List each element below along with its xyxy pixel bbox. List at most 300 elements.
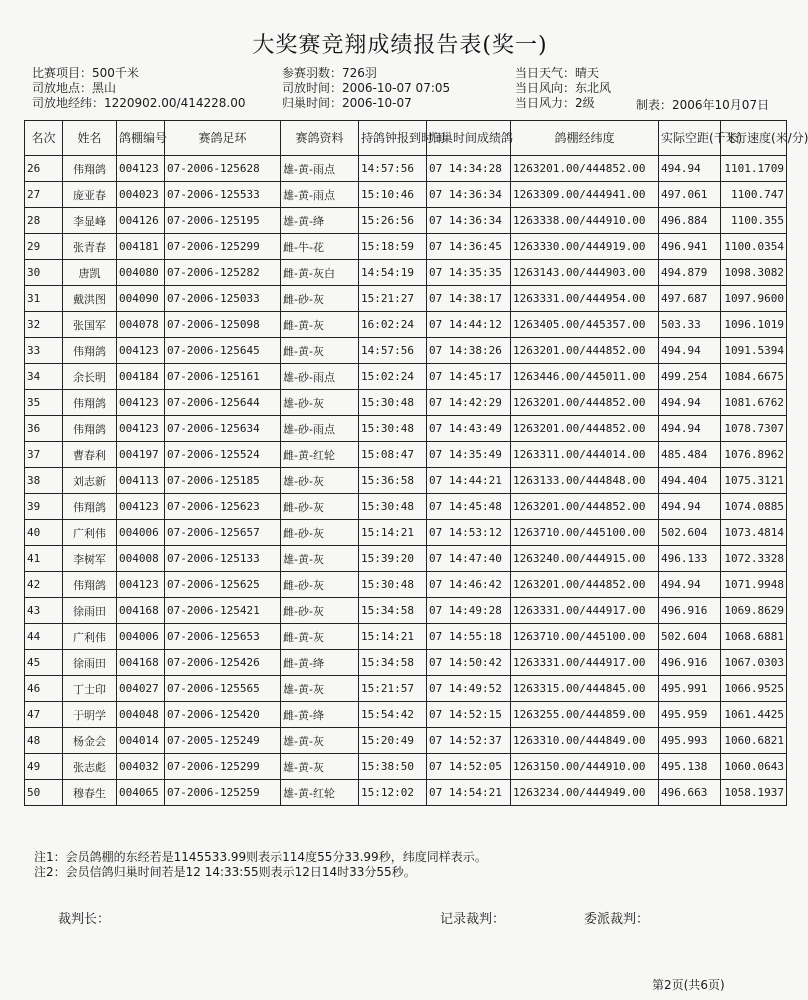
page-number: 第2页(共6页) (652, 978, 725, 992)
dist-cell: 495.138 (659, 754, 721, 780)
coord-cell: 1263446.00/445011.00 (511, 364, 659, 390)
rank-cell: 43 (25, 598, 63, 624)
loft-cell: 004123 (117, 572, 165, 598)
speed-cell: 1078.7307 (721, 416, 787, 442)
dist-cell: 494.94 (659, 156, 721, 182)
table-row (25, 650, 787, 676)
name-cell: 张志彪 (63, 754, 117, 780)
table-row (25, 494, 787, 520)
dist-cell: 502.604 (659, 520, 721, 546)
coord-cell: 1263310.00/444849.00 (511, 728, 659, 754)
speed-cell: 1067.0303 (721, 650, 787, 676)
made-date: 制表：2006年10月07日 (636, 98, 770, 112)
loft-cell: 004123 (117, 338, 165, 364)
coord-cell: 1263234.00/444949.00 (511, 780, 659, 806)
arrive-cell: 07 14:36:34 (427, 182, 511, 208)
wind-direction-label: 当日风向：东北风 (515, 81, 612, 95)
speed-cell: 1071.9948 (721, 572, 787, 598)
info-cell: 雌-砂-灰 (281, 572, 359, 598)
name-cell: 曹春利 (63, 442, 117, 468)
header-info-right (515, 66, 611, 111)
ring-cell: 07-2006-125185 (165, 468, 281, 494)
name-cell: 伟翔鸽 (63, 156, 117, 182)
count-label: 参赛羽数：726羽 (282, 66, 377, 80)
col-loft-header: 鸽棚编号 (117, 121, 165, 156)
table-row (25, 442, 787, 468)
info-cell: 雄-黄-灰 (281, 676, 359, 702)
name-cell: 余长明 (63, 364, 117, 390)
loft-cell: 004168 (117, 650, 165, 676)
clock-cell: 15:30:48 (359, 494, 427, 520)
coord-cell: 1263201.00/444852.00 (511, 416, 659, 442)
clock-cell: 14:57:56 (359, 338, 427, 364)
info-cell: 雌-砂-灰 (281, 520, 359, 546)
clock-cell: 15:30:48 (359, 572, 427, 598)
clock-cell: 15:21:57 (359, 676, 427, 702)
coord-cell: 1263405.00/445357.00 (511, 312, 659, 338)
arrive-cell: 07 14:54:21 (427, 780, 511, 806)
clock-cell: 15:10:46 (359, 182, 427, 208)
clock-cell: 15:18:59 (359, 234, 427, 260)
info-cell: 雌-牛-花 (281, 234, 359, 260)
table-row (25, 390, 787, 416)
clock-cell: 15:26:56 (359, 208, 427, 234)
dist-cell: 494.94 (659, 338, 721, 364)
speed-cell: 1066.9525 (721, 676, 787, 702)
arrive-cell: 07 14:34:28 (427, 156, 511, 182)
clock-cell: 14:54:19 (359, 260, 427, 286)
coord-cell: 1263150.00/444910.00 (511, 754, 659, 780)
arrive-cell: 07 14:53:12 (427, 520, 511, 546)
rank-cell: 48 (25, 728, 63, 754)
rank-cell: 29 (25, 234, 63, 260)
clock-cell: 16:02:24 (359, 312, 427, 338)
loft-cell: 004181 (117, 234, 165, 260)
info-cell: 雄-黄-灰 (281, 728, 359, 754)
loft-cell: 004027 (117, 676, 165, 702)
results-table (24, 120, 808, 806)
rank-cell: 31 (25, 286, 63, 312)
speed-cell: 1100.0354 (721, 234, 787, 260)
dist-cell: 503.33 (659, 312, 721, 338)
loft-cell: 004080 (117, 260, 165, 286)
col-name-header: 姓名 (63, 121, 117, 156)
ring-cell: 07-2006-125644 (165, 390, 281, 416)
table-row (25, 702, 787, 728)
dist-cell: 494.94 (659, 494, 721, 520)
loft-cell: 004126 (117, 208, 165, 234)
name-cell: 徐雨田 (63, 598, 117, 624)
dist-cell: 497.061 (659, 182, 721, 208)
table-body (25, 156, 787, 806)
arrive-cell: 07 14:46:42 (427, 572, 511, 598)
loft-cell: 004008 (117, 546, 165, 572)
rank-cell: 41 (25, 546, 63, 572)
ring-cell: 07-2006-125645 (165, 338, 281, 364)
table-row (25, 546, 787, 572)
dist-cell: 496.941 (659, 234, 721, 260)
name-cell: 伟翔鸽 (63, 390, 117, 416)
info-cell: 雄-黄-灰 (281, 546, 359, 572)
notes (34, 850, 487, 880)
name-cell: 穆春生 (63, 780, 117, 806)
arrive-cell: 07 14:55:18 (427, 624, 511, 650)
coord-cell: 1263240.00/444915.00 (511, 546, 659, 572)
table-row (25, 676, 787, 702)
table-row (25, 598, 787, 624)
dist-cell: 495.959 (659, 702, 721, 728)
coord-cell: 1263201.00/444852.00 (511, 338, 659, 364)
coord-cell: 1263315.00/444845.00 (511, 676, 659, 702)
table-row (25, 364, 787, 390)
table-row (25, 780, 787, 806)
ring-cell: 07-2006-125565 (165, 676, 281, 702)
speed-cell: 1072.3328 (721, 546, 787, 572)
coord-cell: 1263201.00/444852.00 (511, 390, 659, 416)
speed-cell: 1073.4814 (721, 520, 787, 546)
name-cell: 于明学 (63, 702, 117, 728)
speed-cell: 1091.5394 (721, 338, 787, 364)
coord-cell: 1263201.00/444852.00 (511, 156, 659, 182)
place-label: 司放地点：黑山 (32, 81, 117, 95)
rank-cell: 35 (25, 390, 63, 416)
coord-cell: 1263331.00/444917.00 (511, 650, 659, 676)
info-cell: 雄-黄-绛 (281, 208, 359, 234)
table-row (25, 260, 787, 286)
clock-cell: 15:36:58 (359, 468, 427, 494)
name-cell: 李树军 (63, 546, 117, 572)
info-cell: 雌-黄-灰 (281, 312, 359, 338)
col-info-header: 赛鸽资料 (281, 121, 359, 156)
rank-cell: 45 (25, 650, 63, 676)
clock-cell: 14:57:56 (359, 156, 427, 182)
loft-cell: 004123 (117, 494, 165, 520)
dist-cell: 494.879 (659, 260, 721, 286)
ring-cell: 07-2006-125098 (165, 312, 281, 338)
col-rank-header: 名次 (25, 121, 63, 156)
ring-cell: 07-2006-125421 (165, 598, 281, 624)
clock-cell: 15:21:27 (359, 286, 427, 312)
info-cell: 雌-黄-灰白 (281, 260, 359, 286)
col-ring-header: 赛鸽足环 (165, 121, 281, 156)
name-cell: 丁士印 (63, 676, 117, 702)
clock-cell: 15:38:50 (359, 754, 427, 780)
loft-cell: 004197 (117, 442, 165, 468)
name-cell: 伟翔鸽 (63, 494, 117, 520)
name-cell: 庞亚春 (63, 182, 117, 208)
dist-cell: 496.663 (659, 780, 721, 806)
arrive-cell: 07 14:36:34 (427, 208, 511, 234)
speed-cell: 1098.3082 (721, 260, 787, 286)
ring-cell: 07-2006-125426 (165, 650, 281, 676)
speed-cell: 1074.0885 (721, 494, 787, 520)
ring-cell: 07-2006-125033 (165, 286, 281, 312)
rank-cell: 49 (25, 754, 63, 780)
name-cell: 杨金会 (63, 728, 117, 754)
speed-cell: 1081.6762 (721, 390, 787, 416)
table-row (25, 416, 787, 442)
name-cell: 广利伟 (63, 624, 117, 650)
name-cell: 张国军 (63, 312, 117, 338)
loft-cell: 004006 (117, 520, 165, 546)
rank-cell: 32 (25, 312, 63, 338)
rank-cell: 46 (25, 676, 63, 702)
loft-cell: 004014 (117, 728, 165, 754)
rank-cell: 38 (25, 468, 63, 494)
wind-force-label: 当日风力：2级 (515, 96, 595, 110)
clock-cell: 15:12:02 (359, 780, 427, 806)
info-cell: 雄-砂-灰 (281, 390, 359, 416)
name-cell: 广利伟 (63, 520, 117, 546)
dist-cell: 496.133 (659, 546, 721, 572)
table-header-row (25, 121, 787, 156)
ring-cell: 07-2006-125420 (165, 702, 281, 728)
loft-cell: 004123 (117, 416, 165, 442)
speed-cell: 1060.0643 (721, 754, 787, 780)
clock-cell: 15:39:20 (359, 546, 427, 572)
ring-cell: 07-2006-125299 (165, 234, 281, 260)
rank-cell: 26 (25, 156, 63, 182)
chief-referee-signature: 裁判长： (58, 912, 111, 927)
ring-cell: 07-2006-125195 (165, 208, 281, 234)
arrive-cell: 07 14:44:12 (427, 312, 511, 338)
arrive-cell: 07 14:52:05 (427, 754, 511, 780)
speed-cell: 1060.6821 (721, 728, 787, 754)
dist-cell: 494.94 (659, 390, 721, 416)
info-cell: 雄-黄-红轮 (281, 780, 359, 806)
info-cell: 雄-砂-雨点 (281, 364, 359, 390)
arrive-cell: 07 14:52:37 (427, 728, 511, 754)
recorder-signature: 记录裁判： (440, 912, 506, 927)
name-cell: 伟翔鸽 (63, 572, 117, 598)
speed-cell: 1068.6881 (721, 624, 787, 650)
speed-cell: 1096.1019 (721, 312, 787, 338)
rank-cell: 44 (25, 624, 63, 650)
loft-cell: 004078 (117, 312, 165, 338)
name-cell: 张青春 (63, 234, 117, 260)
event-label: 比赛项目：500千米 (32, 66, 139, 80)
dist-cell: 499.254 (659, 364, 721, 390)
info-cell: 雌-黄-绛 (281, 650, 359, 676)
info-cell: 雌-黄-绛 (281, 702, 359, 728)
speed-cell: 1075.3121 (721, 468, 787, 494)
ring-cell: 07-2006-125625 (165, 572, 281, 598)
ring-cell: 07-2006-125623 (165, 494, 281, 520)
clock-cell: 15:34:58 (359, 598, 427, 624)
arrive-cell: 07 14:45:48 (427, 494, 511, 520)
table-row (25, 156, 787, 182)
rank-cell: 39 (25, 494, 63, 520)
dist-cell: 494.404 (659, 468, 721, 494)
info-cell: 雌-砂-灰 (281, 494, 359, 520)
coord-cell: 1263143.00/444903.00 (511, 260, 659, 286)
dist-cell: 496.916 (659, 598, 721, 624)
arrive-cell: 07 14:49:28 (427, 598, 511, 624)
arrive-cell: 07 14:38:26 (427, 338, 511, 364)
referee-signature: 委派裁判： (584, 912, 650, 927)
dist-cell: 497.687 (659, 286, 721, 312)
speed-cell: 1061.4425 (721, 702, 787, 728)
name-cell: 伟翔鸽 (63, 338, 117, 364)
speed-cell: 1097.9600 (721, 286, 787, 312)
table-row (25, 728, 787, 754)
info-cell: 雄-砂-灰 (281, 468, 359, 494)
ring-cell: 07-2006-125533 (165, 182, 281, 208)
table-row (25, 754, 787, 780)
close-time-label: 归巢时间：2006-10-07 (282, 96, 412, 110)
clock-cell: 15:14:21 (359, 624, 427, 650)
ring-cell: 07-2006-125259 (165, 780, 281, 806)
table-row (25, 208, 787, 234)
loft-cell: 004123 (117, 156, 165, 182)
dist-cell: 496.916 (659, 650, 721, 676)
speed-cell: 1100.747 (721, 182, 787, 208)
note-2: 注2：会员信鸽归巢时间若是12 14:33:55则表示12日14时33分55秒。 (34, 865, 416, 879)
table-row (25, 572, 787, 598)
speed-cell: 1084.6675 (721, 364, 787, 390)
table-row (25, 182, 787, 208)
info-cell: 雄-黄-灰 (281, 754, 359, 780)
rank-cell: 34 (25, 364, 63, 390)
loft-cell: 004048 (117, 702, 165, 728)
info-cell: 雌-砂-灰 (281, 286, 359, 312)
info-cell: 雄-黄-雨点 (281, 156, 359, 182)
col-speed-header: 飞行速度(米/分) (721, 121, 787, 156)
rank-cell: 33 (25, 338, 63, 364)
rank-cell: 27 (25, 182, 63, 208)
ring-cell: 07-2006-125524 (165, 442, 281, 468)
arrive-cell: 07 14:44:21 (427, 468, 511, 494)
coord-cell: 1263710.00/445100.00 (511, 520, 659, 546)
loft-cell: 004006 (117, 624, 165, 650)
dist-cell: 494.94 (659, 572, 721, 598)
name-cell: 徐雨田 (63, 650, 117, 676)
speed-cell: 1069.8629 (721, 598, 787, 624)
loft-cell: 004168 (117, 598, 165, 624)
clock-cell: 15:34:58 (359, 650, 427, 676)
rank-cell: 30 (25, 260, 63, 286)
name-cell: 伟翔鸽 (63, 416, 117, 442)
header-info-left (32, 66, 245, 111)
info-cell: 雌-黄-灰 (281, 338, 359, 364)
coord-cell: 1263133.00/444848.00 (511, 468, 659, 494)
speed-cell: 1101.1709 (721, 156, 787, 182)
speed-cell: 1100.355 (721, 208, 787, 234)
name-cell: 刘志新 (63, 468, 117, 494)
rank-cell: 50 (25, 780, 63, 806)
coord-cell: 1263331.00/444917.00 (511, 598, 659, 624)
rank-cell: 42 (25, 572, 63, 598)
ring-cell: 07-2006-125133 (165, 546, 281, 572)
clock-cell: 15:54:42 (359, 702, 427, 728)
loft-cell: 004184 (117, 364, 165, 390)
coord-cell: 1263201.00/444852.00 (511, 494, 659, 520)
col-coord-header: 鸽棚经纬度 (511, 121, 659, 156)
col-dist-header: 实际空距(千米) (659, 121, 721, 156)
loft-cell: 004032 (117, 754, 165, 780)
speed-cell: 1058.1937 (721, 780, 787, 806)
coord-cell: 1263338.00/444910.00 (511, 208, 659, 234)
info-cell: 雌-黄-红轮 (281, 442, 359, 468)
dist-cell: 495.991 (659, 676, 721, 702)
rank-cell: 37 (25, 442, 63, 468)
arrive-cell: 07 14:35:35 (427, 260, 511, 286)
coord-cell: 1263309.00/444941.00 (511, 182, 659, 208)
loft-cell: 004065 (117, 780, 165, 806)
table-row (25, 312, 787, 338)
ring-cell: 07-2005-125249 (165, 728, 281, 754)
ring-cell: 07-2006-125634 (165, 416, 281, 442)
coord-cell: 1263331.00/444954.00 (511, 286, 659, 312)
coord-cell: 1263330.00/444919.00 (511, 234, 659, 260)
arrive-cell: 07 14:49:52 (427, 676, 511, 702)
coord-cell: 1263255.00/444859.00 (511, 702, 659, 728)
table-row (25, 286, 787, 312)
loft-cell: 004113 (117, 468, 165, 494)
arrive-cell: 07 14:36:45 (427, 234, 511, 260)
note-1: 注1：会员鸽棚的东经若是1145533.99则表示114度55分33.99秒，纬度同样表示。 (34, 850, 487, 864)
dist-cell: 485.484 (659, 442, 721, 468)
arrive-cell: 07 14:42:29 (427, 390, 511, 416)
dist-cell: 495.993 (659, 728, 721, 754)
col-arrive-header: 归巢时间成绩鸽 (427, 121, 511, 156)
col-clock-header: 持鸽钟报到时间 (359, 121, 427, 156)
ring-cell: 07-2006-125282 (165, 260, 281, 286)
table-row (25, 338, 787, 364)
ring-cell: 07-2006-125161 (165, 364, 281, 390)
coord-cell: 1263201.00/444852.00 (511, 572, 659, 598)
coord-cell: 1263311.00/444014.00 (511, 442, 659, 468)
name-cell: 李显峰 (63, 208, 117, 234)
clock-cell: 15:20:49 (359, 728, 427, 754)
clock-cell: 15:30:48 (359, 390, 427, 416)
table-row (25, 624, 787, 650)
ring-cell: 07-2006-125653 (165, 624, 281, 650)
ring-cell: 07-2006-125299 (165, 754, 281, 780)
arrive-cell: 07 14:50:42 (427, 650, 511, 676)
rank-cell: 40 (25, 520, 63, 546)
loft-cell: 004023 (117, 182, 165, 208)
dist-cell: 496.884 (659, 208, 721, 234)
speed-cell: 1076.8962 (721, 442, 787, 468)
rank-cell: 28 (25, 208, 63, 234)
clock-cell: 15:14:21 (359, 520, 427, 546)
info-cell: 雄-黄-雨点 (281, 182, 359, 208)
info-cell: 雄-砂-雨点 (281, 416, 359, 442)
arrive-cell: 07 14:35:49 (427, 442, 511, 468)
table-row (25, 234, 787, 260)
release-time-label: 司放时间：2006-10-07 07:05 (282, 81, 451, 95)
weather-label: 当日天气：晴天 (515, 66, 600, 80)
coord-cell: 1263710.00/445100.00 (511, 624, 659, 650)
arrive-cell: 07 14:45:17 (427, 364, 511, 390)
ring-cell: 07-2006-125657 (165, 520, 281, 546)
dist-cell: 494.94 (659, 416, 721, 442)
name-cell: 唐凯 (63, 260, 117, 286)
clock-cell: 15:30:48 (359, 416, 427, 442)
ring-cell: 07-2006-125628 (165, 156, 281, 182)
clock-cell: 15:02:24 (359, 364, 427, 390)
arrive-cell: 07 14:47:40 (427, 546, 511, 572)
rank-cell: 36 (25, 416, 63, 442)
arrive-cell: 07 14:38:17 (427, 286, 511, 312)
loft-cell: 004090 (117, 286, 165, 312)
info-cell: 雌-砂-灰 (281, 598, 359, 624)
report-title: 大奖赛竞翔成绩报告表(奖一) (252, 33, 548, 58)
info-cell: 雌-黄-灰 (281, 624, 359, 650)
coords-label: 司放地经纬：1220902.00/414228.00 (32, 96, 246, 110)
table-row (25, 520, 787, 546)
